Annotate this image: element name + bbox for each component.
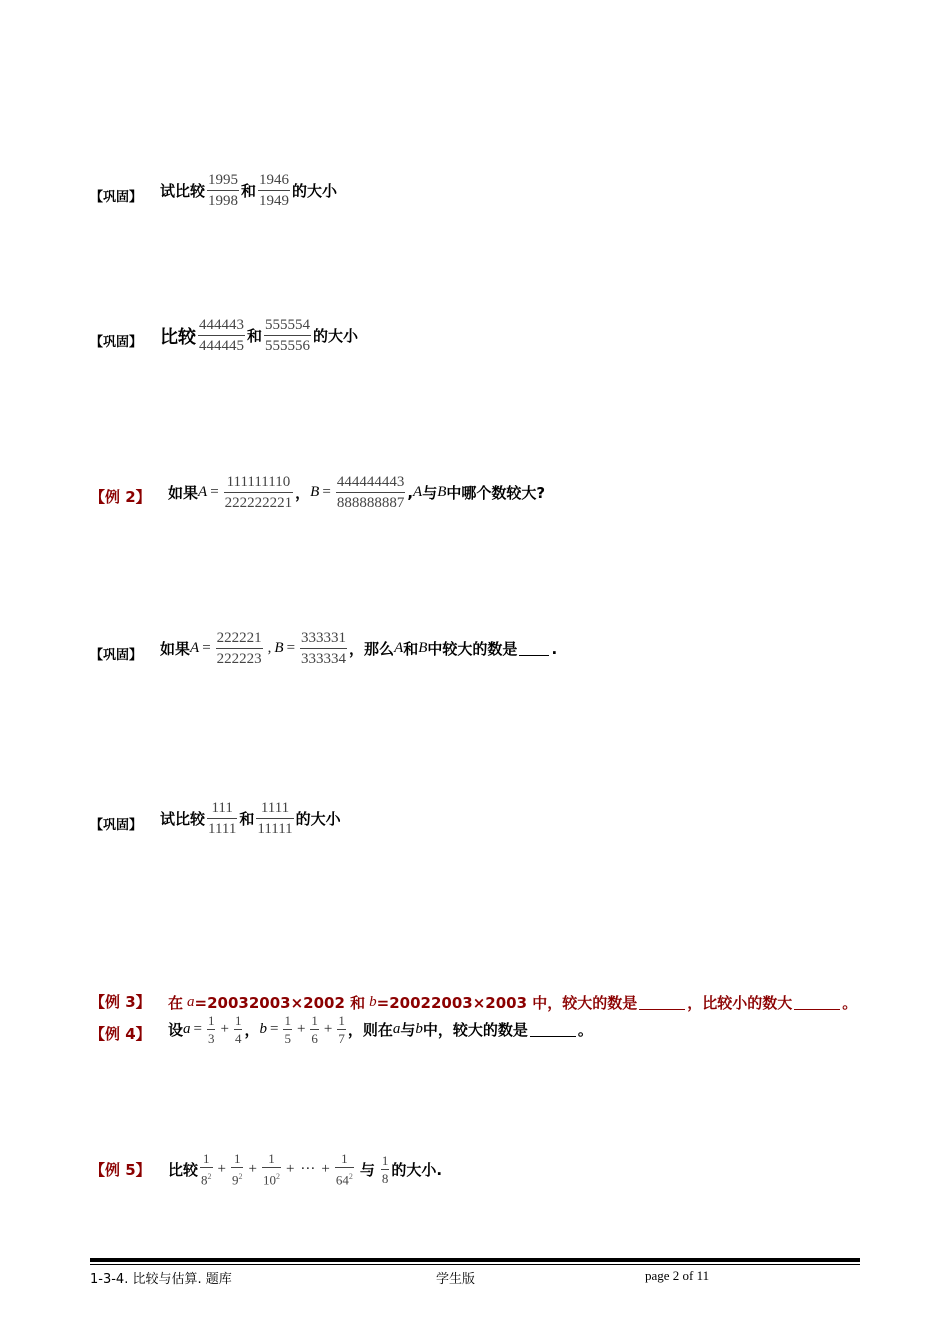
fraction: $\frac{1995}{1998}$ [208, 172, 239, 209]
equals: = [286, 640, 296, 656]
answer-blank [639, 995, 685, 1010]
fraction: $\frac{111}{1111}$ [208, 800, 237, 837]
equals: = [210, 484, 219, 500]
text: 。 [577, 1021, 593, 1039]
answer-blank [530, 1022, 576, 1037]
text: 如果 [168, 484, 199, 502]
example-tag: 【例 4】 [90, 1025, 151, 1043]
text: =20022003×2003 中，较大的数是 [376, 993, 638, 1012]
footer-rule [90, 1258, 860, 1262]
fraction: $\frac{222221}{222223}$ [216, 630, 262, 667]
equals: = [202, 640, 211, 656]
text: 在 [168, 993, 184, 1012]
fraction: $\frac{1946}{1949}$ [259, 172, 290, 209]
example-5 [0, 1150, 950, 1210]
text: 中，较大的数是 [422, 1021, 528, 1039]
var-a: a [183, 1021, 191, 1037]
problem-2 [0, 315, 950, 375]
text: 。 [842, 993, 858, 1012]
text: 与 [359, 1160, 375, 1179]
text: ， [295, 484, 311, 502]
text: ，比较小的数大 [687, 993, 793, 1012]
problem-3 [0, 628, 950, 688]
text: 和 [247, 327, 263, 345]
plus: + [217, 1160, 226, 1177]
fraction: $\frac{1}{7}$ [338, 1013, 345, 1046]
fraction: $\frac{1}{5}$ [284, 1013, 291, 1046]
text: ， [244, 1021, 260, 1039]
text: 和 [239, 810, 255, 828]
text: 的大小 [313, 327, 359, 345]
var-b: b [415, 1021, 423, 1037]
text: 的大小. [391, 1160, 443, 1179]
plus: + [248, 1160, 257, 1177]
fraction: $\frac{1}{64^2}$ [335, 1151, 353, 1188]
plus: + [220, 1021, 229, 1037]
example-tag: 【例 5】 [90, 1161, 151, 1179]
footer-rule [90, 1264, 860, 1265]
fraction: $\frac{1111}{11111}$ [257, 800, 293, 837]
text: 与 [422, 484, 438, 502]
comma: , [267, 640, 272, 656]
text: 中哪个数较大? [446, 484, 546, 502]
var-b: B [310, 484, 320, 500]
equals: = [322, 484, 331, 500]
fraction: $\frac{1}{10^2}$ [262, 1151, 280, 1188]
equals: = [193, 1021, 202, 1037]
answer-blank [519, 641, 549, 656]
text: , [407, 483, 414, 502]
example-tag: 【例 3】 [90, 993, 151, 1011]
text: =20032003×2002 和 [194, 993, 366, 1012]
text: 的大小 [295, 810, 341, 828]
fraction: $\frac{333331}{333334}$ [301, 630, 347, 667]
var-b: b [369, 993, 377, 1010]
fraction: $\frac{1}{8}$ [381, 1152, 389, 1186]
var-a: A [198, 484, 208, 500]
plus: + [285, 1160, 295, 1177]
var-b: b [259, 1021, 267, 1037]
fraction: $\frac{444443}{444445}$ [199, 317, 244, 354]
problem-1 [0, 170, 950, 230]
example-3 [0, 990, 950, 1014]
text: . [551, 639, 558, 658]
problem-tag: 【巩固】 [90, 818, 143, 833]
var-b: B [274, 640, 284, 656]
footer-right: page 2 of 11 [645, 1268, 710, 1283]
var-a: A [190, 640, 200, 656]
text: 比较 [160, 326, 196, 348]
var-a: a [392, 1021, 401, 1037]
plus: + [296, 1021, 306, 1037]
fraction: $\frac{444444443}{888888887}$ [336, 474, 405, 511]
var-a: a [187, 993, 195, 1010]
problem-tag: 【巩固】 [90, 190, 143, 205]
text: 与 [400, 1021, 416, 1039]
text: 试比较 [160, 182, 206, 200]
problem-tag: 【巩固】 [90, 648, 143, 663]
fraction: $\frac{1}{4}$ [234, 1013, 242, 1046]
fraction: $\frac{1}{6}$ [311, 1013, 318, 1046]
fraction: $\frac{111111110}{222222221}$ [224, 474, 293, 511]
text: 的大小 [292, 182, 338, 200]
problem-tag: 【巩固】 [90, 335, 143, 350]
var-a: A [413, 484, 423, 500]
answer-blank [794, 995, 840, 1010]
text: 中较大的数是 [427, 640, 518, 658]
text: ，那么 [349, 640, 395, 658]
text: ，则在 [347, 1021, 393, 1039]
fraction: $\frac{555554}{555556}$ [265, 317, 311, 354]
problem-4 [0, 798, 950, 858]
footer-center: 学生版 [436, 1272, 476, 1287]
var-a: A [394, 640, 404, 656]
var-b: B [437, 484, 447, 500]
example-tag: 【例 2】 [90, 488, 151, 506]
fraction: $\frac{1}{9^2}$ [231, 1151, 243, 1188]
plus: + [323, 1021, 333, 1037]
var-b: B [418, 640, 428, 656]
text: 和 [403, 640, 419, 658]
text: 和 [241, 182, 257, 200]
example-4 [0, 1012, 950, 1072]
text: 试比较 [160, 810, 206, 828]
text: 比较 [168, 1160, 199, 1179]
ellipsis: ··· [300, 1160, 316, 1177]
text: 设 [168, 1021, 184, 1039]
plus: + [321, 1160, 330, 1177]
footer-left: 1-3-4. 比较与估算. 题库 [90, 1272, 232, 1287]
example-2 [0, 472, 950, 532]
text: 如果 [160, 640, 191, 658]
equals: = [269, 1021, 279, 1037]
fraction: $\frac{1}{3}$ [207, 1013, 215, 1046]
fraction: $\frac{1}{8^2}$ [201, 1151, 212, 1188]
